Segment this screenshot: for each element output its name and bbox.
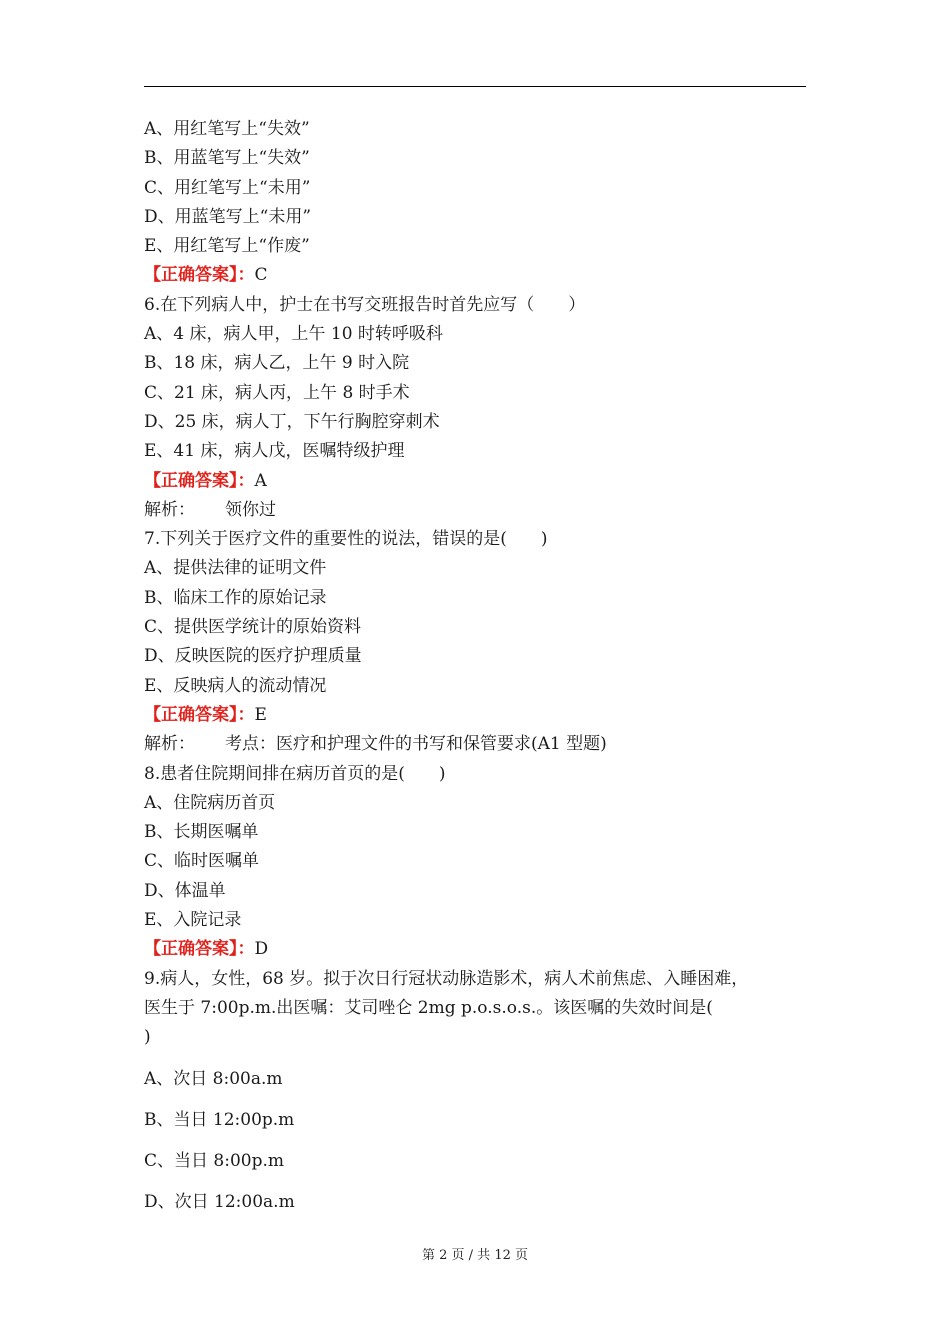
option-e: E、入院记录 <box>144 910 242 931</box>
option-b: B、长期医嘱单 <box>144 822 259 843</box>
question-6-stem: 6.在下列病人中，护士在书写交班报告时首先应写（ ） <box>144 294 586 315</box>
answer-value: E <box>254 704 267 725</box>
answer-value: A <box>254 470 267 491</box>
option-d: D、25 床，病人丁，下午行胸腔穿刺术 <box>144 411 440 432</box>
question-5-options <box>144 115 814 261</box>
analysis-line <box>144 496 814 525</box>
answer-value: C <box>254 265 268 286</box>
answer-label: 【正确答案】： <box>144 470 255 491</box>
question-7-options <box>144 554 814 700</box>
question-9-options <box>144 1065 814 1218</box>
option-d: D、反映医院的医疗护理质量 <box>144 646 362 667</box>
header-rule <box>144 86 806 87</box>
option-a: A、提供法律的证明文件 <box>144 558 327 579</box>
option-e: E、41 床，病人戊，医嘱特级护理 <box>144 441 405 462</box>
answer-value: D <box>254 939 269 960</box>
answer-label: 【正确答案】： <box>144 939 255 960</box>
question-7-stem: 7.下列关于医疗文件的重要性的说法，错误的是( ) <box>144 529 548 550</box>
question-9-stem <box>144 965 814 1053</box>
option-c: C、21 床，病人丙，上午 8 时手术 <box>144 382 410 403</box>
option-a: A、住院病历首页 <box>144 792 276 813</box>
analysis-text: 领你过 <box>225 499 276 520</box>
answer-label: 【正确答案】： <box>144 265 255 286</box>
option-e: E、用红笔写上“作废” <box>144 236 310 257</box>
option-c: C、临时医嘱单 <box>144 851 260 872</box>
analysis-text: 考点：医疗和护理文件的书写和保管要求(A1 型题) <box>225 734 607 755</box>
question-9-line-1: 9.病人，女性，68 岁。拟于次日行冠状动脉造影术，病人术前焦虑、入睡困难， <box>144 968 749 989</box>
option-a: A、用红笔写上“失效” <box>144 119 310 139</box>
answer-line <box>144 261 814 290</box>
option-b: B、当日 12:00p.m <box>144 1109 295 1130</box>
question-9-line-2: 医生于 7:00p.m.出医嘱：艾司唑仑 2mg p.o.s.o.s.。该医嘱的失效时间是( <box>144 997 713 1018</box>
option-b: B、18 床，病人乙，上午 9 时入院 <box>144 353 410 374</box>
question-8-options <box>144 789 814 935</box>
option-c: C、提供医学统计的原始资料 <box>144 617 362 638</box>
option-b: B、临床工作的原始记录 <box>144 587 327 608</box>
option-a: A、次日 8:00a.m <box>144 1068 283 1089</box>
option-c: C、用红笔写上“未用” <box>144 177 311 198</box>
analysis-line <box>144 730 814 759</box>
question-9-line-3: ) <box>144 1027 151 1048</box>
option-a: A、4 床，病人甲，上午 10 时转呼吸科 <box>144 324 443 345</box>
page-footer: 第 2 页 / 共 12 页 <box>422 1248 528 1263</box>
question-6-options <box>144 320 814 466</box>
option-c: C、当日 8:00p.m <box>144 1151 284 1172</box>
answer-line <box>144 467 814 496</box>
option-d: D、体温单 <box>144 880 226 901</box>
answer-label: 【正确答案】： <box>144 704 255 725</box>
answer-line <box>144 935 814 964</box>
analysis-label: 解析： <box>144 499 195 520</box>
option-d: D、次日 12:00a.m <box>144 1192 295 1213</box>
question-8-stem: 8.患者住院期间排在病历首页的是( ) <box>144 763 446 784</box>
option-b: B、用蓝笔写上“失效” <box>144 148 310 169</box>
option-e: E、反映病人的流动情况 <box>144 675 327 696</box>
answer-line <box>144 701 814 730</box>
option-d: D、用蓝笔写上“未用” <box>144 206 312 227</box>
document-body <box>144 115 814 1218</box>
analysis-label: 解析： <box>144 734 195 755</box>
